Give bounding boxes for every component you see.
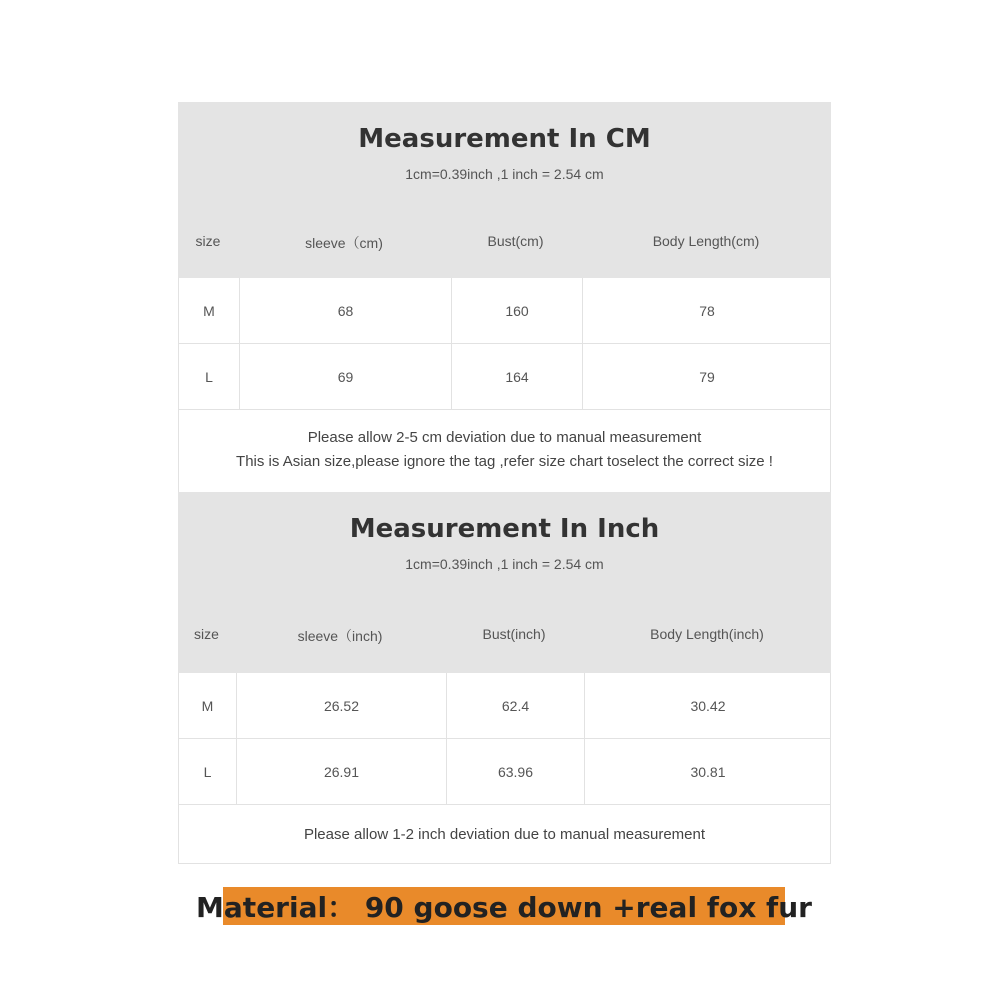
cm-note-asian-size: This is Asian size,please ignore the tag ,refer size chart toselect the correct size ! [236, 453, 773, 470]
inch-cell-size: M [201, 697, 214, 714]
inch-cell-sleeve: 26.52 [236, 673, 446, 738]
inch-cell-bust: 62.4 [446, 673, 584, 738]
inch-title: Measurement In Inch [349, 514, 660, 544]
cm-col-bust: Bust(cm) [487, 233, 544, 249]
cm-subtitle: 1cm=0.39inch ,1 inch = 2.54 cm [405, 166, 604, 182]
material-banner [196, 887, 812, 925]
cm-cell-length: 79 [582, 344, 831, 409]
inch-subtitle: 1cm=0.39inch ,1 inch = 2.54 cm [405, 556, 604, 572]
inch-col-bust: Bust(inch) [482, 626, 546, 642]
cm-cell-sleeve: 69 [239, 344, 451, 409]
cm-cell-bust: 164 [451, 344, 582, 409]
cm-col-sleeve: sleeve（cm) [305, 235, 383, 251]
cm-note-deviation: Please allow 2-5 cm deviation due to manual measurement [307, 429, 702, 446]
inch-col-sleeve: sleeve（inch) [297, 628, 383, 644]
inch-cell-sleeve: 26.91 [236, 739, 446, 804]
cm-notes [178, 410, 831, 492]
cm-cell-sleeve: 68 [239, 278, 451, 343]
inch-header [178, 492, 831, 673]
cm-cell-size: L [205, 368, 213, 385]
inch-cell-length: 30.81 [584, 739, 831, 804]
inch-note-deviation: Please allow 1-2 inch deviation due to manual measurement [303, 826, 706, 843]
table-row [178, 278, 831, 344]
inch-cell-size: L [203, 763, 212, 780]
inch-cell-length: 30.42 [584, 673, 831, 738]
cm-title: Measurement In CM [358, 124, 651, 154]
table-row [178, 673, 831, 739]
table-row [178, 739, 831, 805]
cm-cell-size: M [203, 302, 215, 319]
cm-header [178, 102, 831, 278]
material-text: Material： 90 goose down +real fox fur [196, 891, 812, 924]
cm-col-length: Body Length(cm) [652, 233, 760, 249]
inch-col-size: size [194, 626, 219, 642]
cm-col-size: size [195, 233, 221, 249]
cm-cell-length: 78 [582, 278, 831, 343]
cm-section [178, 102, 831, 492]
inch-col-length: Body Length(inch) [650, 626, 764, 642]
size-chart [178, 102, 831, 864]
inch-cell-bust: 63.96 [446, 739, 584, 804]
inch-section [178, 492, 831, 864]
table-row [178, 344, 831, 410]
cm-cell-bust: 160 [451, 278, 582, 343]
inch-notes [178, 805, 831, 864]
